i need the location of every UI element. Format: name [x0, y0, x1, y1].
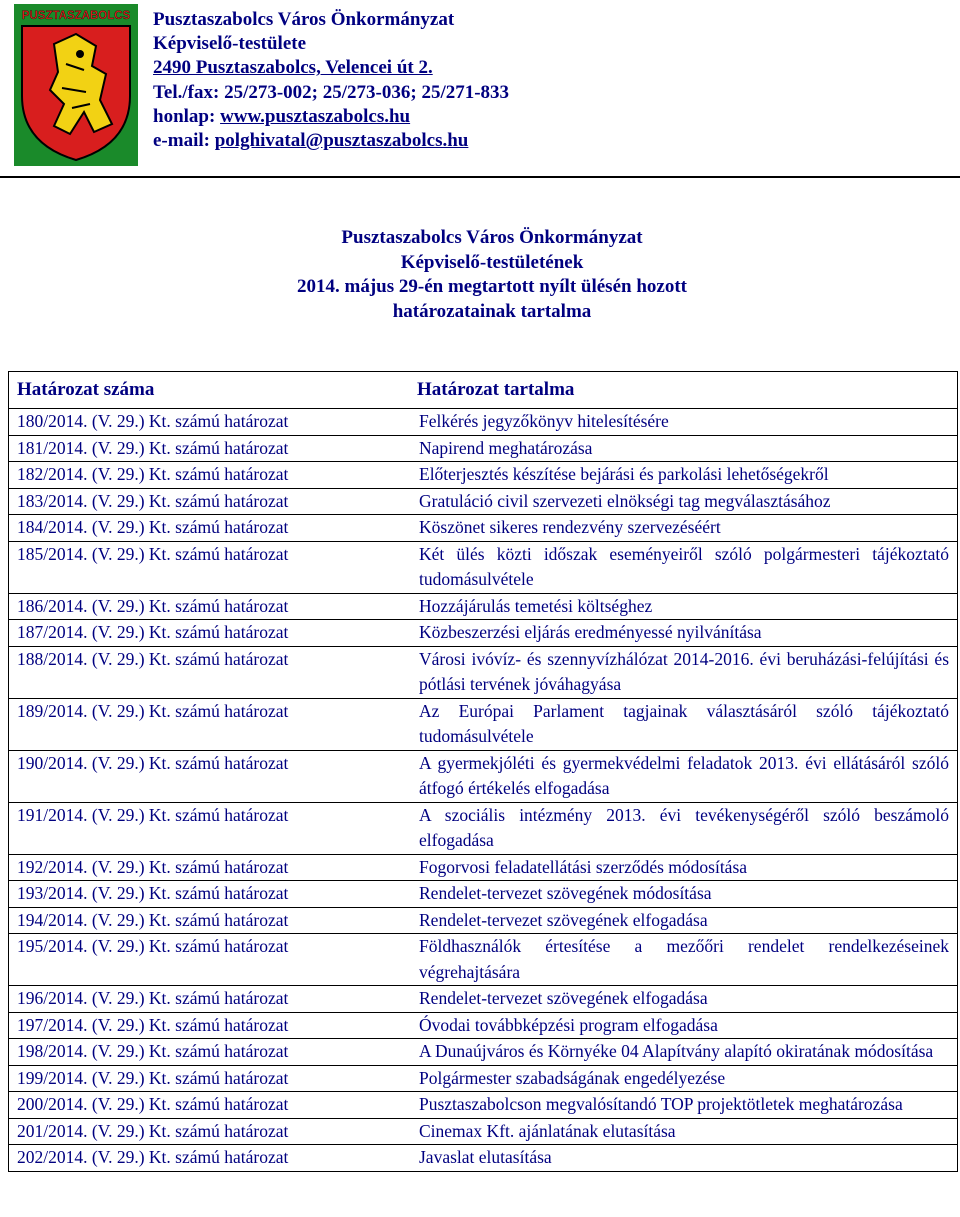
resolution-number: 192/2014. (V. 29.) Kt. számú határozat: [17, 856, 289, 877]
table-row: [9, 933, 957, 985]
email-line: [153, 129, 509, 153]
table-row: [9, 750, 957, 802]
title-line-3: 2014. május 29-én megtartott nyílt ülésén hozott: [297, 276, 687, 297]
resolution-number: 187/2014. (V. 29.) Kt. számú határozat: [17, 622, 289, 642]
table-row: [9, 1065, 957, 1092]
resolution-number: 193/2014. (V. 29.) Kt. számú határozat: [17, 883, 289, 903]
resolution-content: Földhasználók értesítése a mezőőri rendelet rendelkezéseinek végrehajtására: [419, 936, 949, 982]
website-link[interactable]: www.pusztaszabolcs.hu: [220, 105, 411, 127]
email-link[interactable]: polghivatal@pusztaszabolcs.hu: [214, 130, 469, 152]
table-row: [9, 514, 957, 541]
resolution-content: Polgármester szabadságának engedélyezése: [419, 1067, 726, 1088]
table-row: [9, 1012, 957, 1039]
resolution-number: 184/2014. (V. 29.) Kt. számú határozat: [17, 517, 289, 537]
resolution-content: Két ülés közti időszak eseményeiről szóló polgármesteri tájékoztató tudomásulvétele: [419, 543, 949, 589]
table-row: [9, 802, 957, 854]
table-row: [9, 541, 957, 593]
resolution-number: 201/2014. (V. 29.) Kt. számú határozat: [17, 1120, 289, 1141]
resolution-content: Hozzájárulás temetési költséghez: [419, 595, 653, 616]
table-row: [9, 880, 957, 907]
table-row: [9, 698, 957, 750]
resolution-number: 196/2014. (V. 29.) Kt. számú határozat: [17, 988, 289, 1008]
table-row: [9, 1118, 957, 1145]
resolution-content: Pusztaszabolcson megvalósítandó TOP projektötletek meghatározása: [419, 1094, 903, 1114]
table-row: [9, 435, 957, 462]
phone-fax: Tel./fax: 25/273-002; 25/273-036; 25/271-833: [153, 81, 510, 103]
resolution-number: 180/2014. (V. 29.) Kt. számú határozat: [17, 411, 289, 431]
header-divider: [0, 176, 960, 178]
resolution-content: Javaslat elutasítása: [419, 1147, 552, 1167]
title-line-4: határozatainak tartalma: [392, 300, 592, 322]
title-line-1: Pusztaszabolcs Város Önkormányzat: [341, 227, 643, 248]
resolution-content: Az Európai Parlament tagjainak választásáról szóló tájékoztató tudomásulvétele: [419, 700, 949, 746]
col-header-content: Határozat tartalma: [417, 379, 575, 400]
resolution-content: A szociális intézmény 2013. évi tevékenységéről szóló beszámoló elfogadása: [419, 804, 949, 850]
resolution-number: 188/2014. (V. 29.) Kt. számú határozat: [17, 648, 289, 669]
svg-text:PUSZTASZABOLCS: PUSZTASZABOLCS: [21, 10, 131, 22]
website-line: [153, 105, 509, 129]
resolution-number: 200/2014. (V. 29.) Kt. számú határozat: [17, 1094, 289, 1114]
body-name: Képviselő-testülete: [153, 33, 307, 55]
table-row: [9, 854, 957, 881]
title-line-2: Képviselő-testületének: [400, 251, 584, 273]
resolution-number: 182/2014. (V. 29.) Kt. számú határozat: [17, 464, 289, 484]
table-row: [9, 646, 957, 698]
col-header-number: Határozat száma: [17, 379, 155, 400]
resolution-number: 190/2014. (V. 29.) Kt. számú határozat: [17, 752, 289, 773]
org-name: Pusztaszabolcs Város Önkormányzat: [153, 9, 455, 30]
resolution-content: Városi ivóvíz- és szennyvízhálózat 2014-2016. évi beruházási-felújítási és pótlási tervének jóváhagyása: [419, 648, 949, 694]
table-row: [9, 907, 957, 934]
letterhead: [0, 0, 960, 178]
resolutions-table: [8, 371, 958, 1172]
resolution-number: 189/2014. (V. 29.) Kt. számú határozat: [17, 700, 289, 721]
table-row: [9, 593, 957, 620]
resolution-content: Cinemax Kft. ajánlatának elutasítása: [419, 1120, 676, 1141]
table-row: [9, 1091, 957, 1118]
table-row: [9, 408, 957, 435]
resolution-content: Felkérés jegyzőkönyv hitelesítésére: [419, 411, 669, 431]
resolution-number: 195/2014. (V. 29.) Kt. számú határozat: [17, 936, 289, 956]
resolution-content: Napirend meghatározása: [419, 437, 593, 458]
resolution-content: Előterjesztés készítése bejárási és parkolási lehetőségekről: [419, 464, 829, 484]
resolution-number: 181/2014. (V. 29.) Kt. számú határozat: [17, 437, 289, 458]
document-title: [0, 226, 960, 324]
town-crest-logo: [14, 4, 138, 166]
table-header: [9, 372, 957, 408]
resolution-content: A gyermekjóléti és gyermekvédelmi feladatok 2013. évi ellátásáról szóló átfogó értékelés elfogadása: [419, 752, 949, 798]
resolution-content: Óvodai továbbképzési program elfogadása: [419, 1014, 718, 1035]
resolution-content: Gratuláció civil szervezeti elnökségi tag megválasztásához: [419, 490, 831, 511]
resolution-content: Rendelet-tervezet szövegének elfogadása: [419, 988, 708, 1008]
resolution-content: Közbeszerzési eljárás eredményessé nyilvánítása: [419, 622, 762, 642]
table-body: [9, 408, 957, 1171]
resolution-content: A Dunaújváros és Környéke 04 Alapítvány alapító okiratának módosítása: [419, 1041, 934, 1061]
resolution-number: 186/2014. (V. 29.) Kt. számú határozat: [17, 595, 289, 616]
postal-address: 2490 Pusztaszabolcs, Velencei út 2.: [153, 57, 433, 79]
resolution-number: 202/2014. (V. 29.) Kt. számú határozat: [17, 1147, 289, 1167]
resolution-content: Fogorvosi feladatellátási szerződés módosítása: [419, 856, 748, 877]
table-row: [9, 461, 957, 488]
resolution-number: 185/2014. (V. 29.) Kt. számú határozat: [17, 543, 289, 564]
website-label: honlap:: [153, 105, 221, 127]
table-row: [9, 619, 957, 646]
resolution-number: 199/2014. (V. 29.) Kt. számú határozat: [17, 1067, 289, 1088]
resolution-content: Rendelet-tervezet szövegének elfogadása: [419, 909, 708, 930]
resolution-number: 183/2014. (V. 29.) Kt. számú határozat: [17, 490, 289, 511]
email-label: e-mail:: [153, 130, 215, 152]
table-row: [9, 488, 957, 515]
resolution-number: 198/2014. (V. 29.) Kt. számú határozat: [17, 1041, 289, 1061]
table-row: [9, 985, 957, 1012]
resolution-number: 197/2014. (V. 29.) Kt. számú határozat: [17, 1014, 289, 1035]
address-block: [153, 8, 509, 153]
table-row: [9, 1144, 957, 1171]
resolution-number: 191/2014. (V. 29.) Kt. számú határozat: [17, 804, 289, 825]
resolution-content: Köszönet sikeres rendezvény szervezéséért: [419, 517, 721, 537]
table-row: [9, 1038, 957, 1065]
resolution-number: 194/2014. (V. 29.) Kt. számú határozat: [17, 909, 289, 930]
resolution-content: Rendelet-tervezet szövegének módosítása: [419, 883, 712, 903]
